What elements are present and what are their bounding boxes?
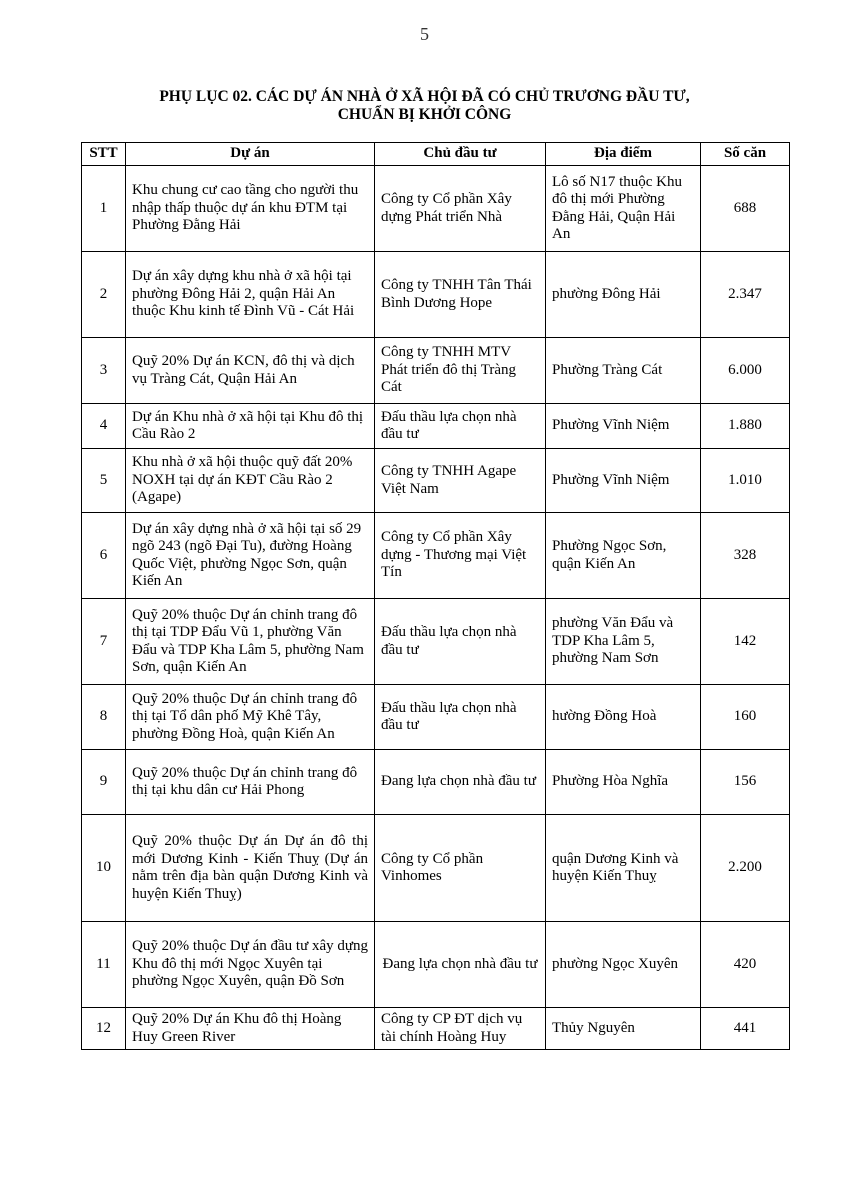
cell-location: Lô số N17 thuộc Khu đô thị mới Phường Đằng Hải, Quận Hải An (546, 166, 701, 252)
header-project: Dự án (126, 143, 375, 166)
cell-units: 142 (701, 599, 790, 685)
cell-units: 2.200 (701, 815, 790, 922)
cell-location: Phường Vĩnh Niệm (546, 404, 701, 449)
cell-stt: 1 (82, 166, 126, 252)
cell-owner: Đấu thầu lựa chọn nhà đầu tư (375, 599, 546, 685)
cell-owner: Công ty TNHH Tân Thái Bình Dương Hope (375, 252, 546, 338)
table-row (82, 1008, 790, 1050)
cell-stt: 6 (82, 513, 126, 599)
table-row (82, 404, 790, 449)
cell-stt: 11 (82, 922, 126, 1008)
header-stt: STT (82, 143, 126, 166)
cell-location: Phường Vĩnh Niệm (546, 449, 701, 513)
cell-stt: 2 (82, 252, 126, 338)
cell-project: Dự án xây dựng nhà ở xã hội tại số 29 ngõ 243 (ngõ Đại Tu), đường Hoàng Quốc Việt, phường Ngọc Sơn, quận Kiến An (126, 513, 375, 599)
cell-location: phường Ngọc Xuyên (546, 922, 701, 1008)
projects-table (81, 142, 790, 1050)
cell-location: Thủy Nguyên (546, 1008, 701, 1050)
cell-owner: Công ty CP ĐT dịch vụ tài chính Hoàng Huy (375, 1008, 546, 1050)
cell-location: phường Đông Hải (546, 252, 701, 338)
cell-units: 688 (701, 166, 790, 252)
cell-owner: Công ty Cổ phần Vinhomes (375, 815, 546, 922)
cell-units: 6.000 (701, 338, 790, 404)
header-location: Địa điểm (546, 143, 701, 166)
cell-units: 420 (701, 922, 790, 1008)
table-row (82, 338, 790, 404)
cell-owner: Đang lựa chọn nhà đầu tư (375, 922, 546, 1008)
cell-project: Quỹ 20% thuộc Dự án chỉnh trang đô thị tại Tổ dân phố Mỹ Khê Tây, phường Đồng Hoà, quận Kiến An (126, 685, 375, 750)
table-row (82, 513, 790, 599)
cell-location: quận Dương Kinh và huyện Kiến Thuỵ (546, 815, 701, 922)
cell-stt: 9 (82, 750, 126, 815)
cell-project: Dự án Khu nhà ở xã hội tại Khu đô thị Cầu Rào 2 (126, 404, 375, 449)
document-title (80, 88, 769, 124)
table-row (82, 599, 790, 685)
cell-stt: 4 (82, 404, 126, 449)
cell-owner: Công ty TNHH Agape Việt Nam (375, 449, 546, 513)
cell-stt: 10 (82, 815, 126, 922)
cell-units: 2.347 (701, 252, 790, 338)
cell-stt: 8 (82, 685, 126, 750)
table-row (82, 750, 790, 815)
cell-project: Quỹ 20% Dự án Khu đô thị Hoàng Huy Green River (126, 1008, 375, 1050)
cell-project: Quỹ 20% thuộc Dự án chỉnh trang đô thị tại khu dân cư Hải Phong (126, 750, 375, 815)
cell-project: Quỹ 20% thuộc Dự án đầu tư xây dựng Khu đô thị mới Ngọc Xuyên tại phường Ngọc Xuyên, quận Đồ Sơn (126, 922, 375, 1008)
cell-owner: Đấu thầu lựa chọn nhà đầu tư (375, 404, 546, 449)
cell-location: hường Đồng Hoà (546, 685, 701, 750)
cell-units: 1.880 (701, 404, 790, 449)
cell-owner: Đang lựa chọn nhà đầu tư (375, 750, 546, 815)
cell-location: Phường Ngọc Sơn, quận Kiến An (546, 513, 701, 599)
cell-stt: 12 (82, 1008, 126, 1050)
title-line-1: PHỤ LỤC 02. CÁC DỰ ÁN NHÀ Ở XÃ HỘI ĐÃ CÓ CHỦ TRƯƠNG ĐẦU TƯ, (159, 88, 690, 105)
cell-location: phường Văn Đẩu và TDP Kha Lâm 5, phường Nam Sơn (546, 599, 701, 685)
table-row (82, 252, 790, 338)
page-number: 5 (420, 24, 429, 44)
cell-project: Quỹ 20% thuộc Dự án chỉnh trang đô thị tại TDP Đẩu Vũ 1, phường Văn Đẩu và TDP Kha Lâm 5, phường Nam Sơn, quận Kiến An (126, 599, 375, 685)
cell-units: 441 (701, 1008, 790, 1050)
table-header-row (82, 143, 790, 166)
table-row (82, 685, 790, 750)
cell-units: 160 (701, 685, 790, 750)
cell-stt: 5 (82, 449, 126, 513)
cell-project: Dự án xây dựng khu nhà ở xã hội tại phường Đông Hải 2, quận Hải An thuộc Khu kinh tế Đình Vũ - Cát Hải (126, 252, 375, 338)
cell-units: 328 (701, 513, 790, 599)
table-row (82, 166, 790, 252)
cell-stt: 3 (82, 338, 126, 404)
cell-project: Khu nhà ở xã hội thuộc quỹ đất 20% NOXH tại dự án KĐT Cầu Rào 2 (Agape) (126, 449, 375, 513)
header-owner: Chủ đầu tư (375, 143, 546, 166)
title-line-2: CHUẨN BỊ KHỞI CÔNG (337, 106, 512, 123)
cell-project: Khu chung cư cao tầng cho người thu nhập thấp thuộc dự án khu ĐTM tại Phường Đằng Hải (126, 166, 375, 252)
cell-project: Quỹ 20% Dự án KCN, đô thị và dịch vụ Tràng Cát, Quận Hải An (126, 338, 375, 404)
cell-owner: Công ty Cổ phần Xây dựng - Thương mại Việt Tín (375, 513, 546, 599)
table-row (82, 449, 790, 513)
cell-project: Quỹ 20% thuộc Dự án Dự án đô thị mới Dương Kinh - Kiến Thuỵ (Dự án nằm trên địa bàn quận Dương Kinh và huyện Kiến Thuỵ) (126, 815, 375, 922)
cell-owner: Đấu thầu lựa chọn nhà đầu tư (375, 685, 546, 750)
cell-location: Phường Hòa Nghĩa (546, 750, 701, 815)
cell-location: Phường Tràng Cát (546, 338, 701, 404)
table-row (82, 815, 790, 922)
header-units: Số căn (701, 143, 790, 166)
cell-units: 1.010 (701, 449, 790, 513)
cell-owner: Công ty TNHH MTV Phát triển đô thị Tràng Cát (375, 338, 546, 404)
cell-stt: 7 (82, 599, 126, 685)
table-row (82, 922, 790, 1008)
cell-owner: Công ty Cổ phần Xây dựng Phát triển Nhà (375, 166, 546, 252)
cell-units: 156 (701, 750, 790, 815)
